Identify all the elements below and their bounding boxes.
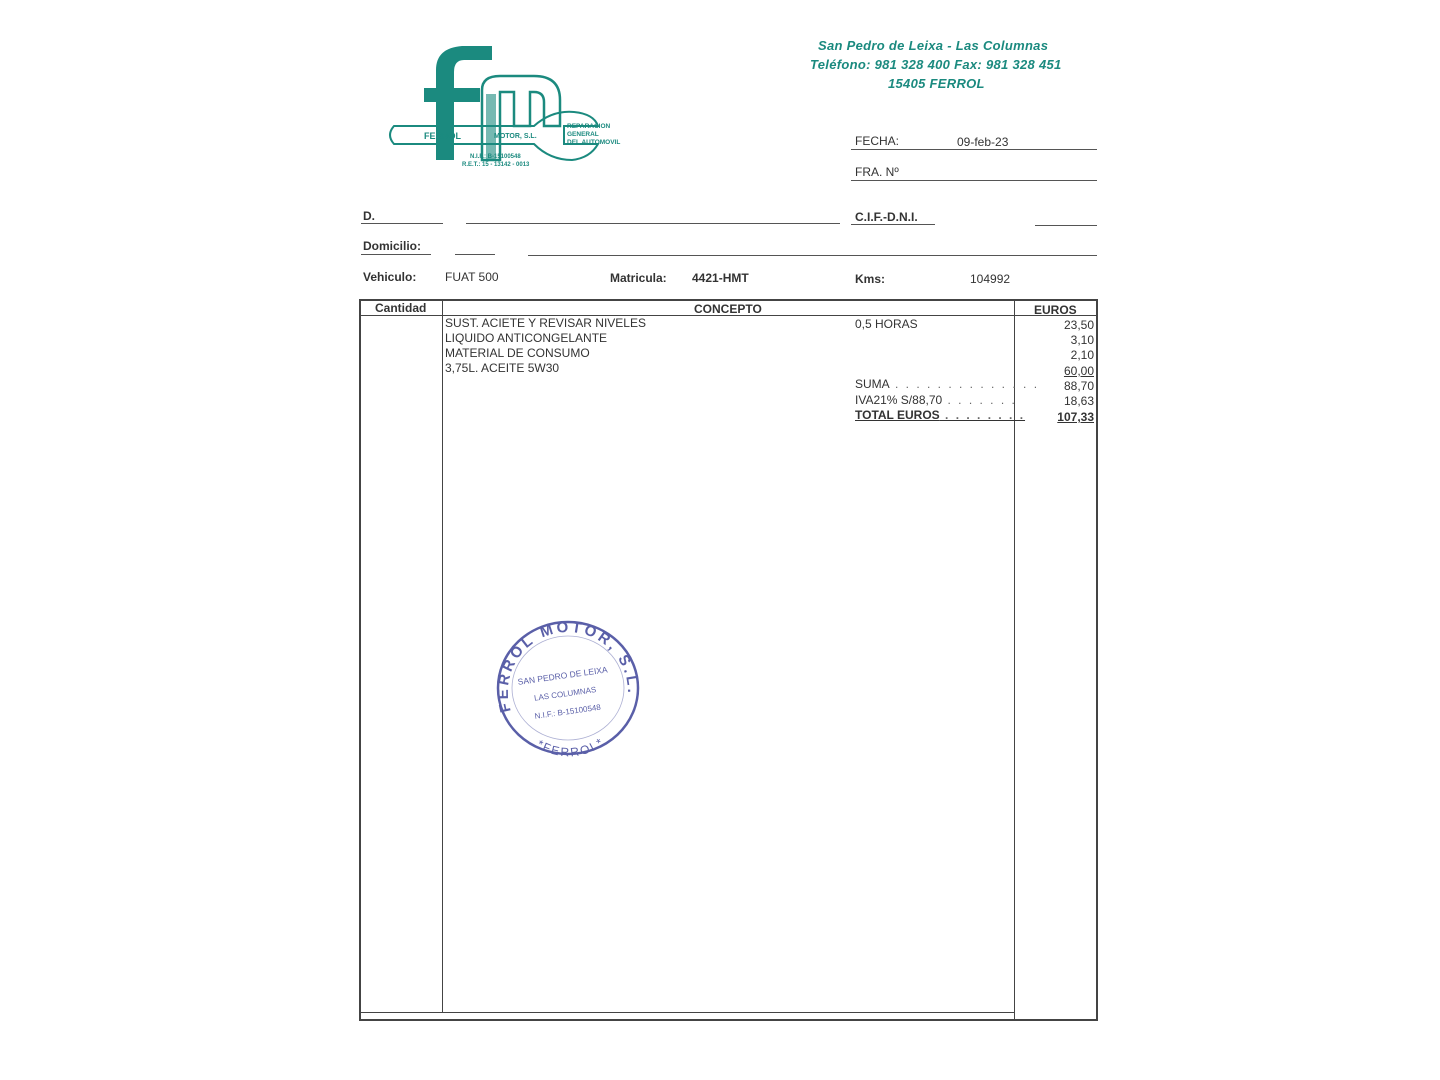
matricula-label: Matricula: [610,271,667,285]
logo-left-text: FERROL [424,131,461,141]
domicilio-rule-3 [528,255,1097,256]
company-phone-fax: Teléfono: 981 328 400 Fax: 981 328 451 [810,57,1062,72]
company-city: 15405 FERROL [888,76,985,91]
domicilio-rule-1 [361,254,431,255]
item-1-concepto: SUST. ACIETE Y REVISAR NIVELES [445,316,646,330]
item-4-euros: 60,00 [1063,364,1094,378]
stamp-line-3: N.I.F.: B-15100548 [534,702,602,721]
item-2-concepto: LIQUIDO ANTICONGELANTE [445,331,608,345]
kms-value: 104992 [970,272,1011,286]
col-concepto-header: CONCEPTO [694,302,762,316]
col-cantidad-header: Cantidad [375,301,427,315]
total-line: TOTAL EUROS . . . . . . . . [855,408,1026,422]
stamp-line-2: LAS COLUMNAS [533,685,597,703]
d-rule-2 [466,223,840,224]
company-address: San Pedro de Leixa - Las Columnas [818,38,1049,53]
fecha-value: 09-feb-23 [957,135,1009,149]
logo-tagline-3: DEL AUTOMOVIL [567,139,621,146]
d-rule-1 [361,223,443,224]
kms-label: Kms: [855,272,886,286]
item-3-concepto: MATERIAL DE CONSUMO [445,346,590,360]
vehiculo-label: Vehiculo: [363,270,417,284]
cif-label: C.I.F.-D.N.I. [855,210,918,224]
item-1-euros: 23,50 [1063,318,1094,332]
domicilio-rule-2 [455,254,495,255]
svg-text:FERROL MOTOR, S.L. [495,619,641,714]
stamp-bottom-text: *FERROL* [534,734,608,760]
cif-rule-1 [851,224,935,225]
item-1-detalle: 0,5 HORAS [855,317,918,331]
svg-text:*FERROL* [534,734,607,759]
domicilio-label: Domicilio: [363,239,422,253]
fra-label: FRA. Nº [855,165,899,179]
total-label: TOTAL EUROS [855,408,940,422]
fra-rule [851,180,1097,181]
company-logo [384,40,644,175]
d-label: D. [363,209,375,223]
stamp-ring-text: FERROL MOTOR, S.L. [494,618,641,715]
suma-value: 88,70 [1063,379,1094,393]
vehiculo-value: FUAT 500 [445,270,499,284]
logo-nif: N.I.F.: B-15100548 [470,154,521,160]
item-2-euros: 3,10 [1070,333,1094,347]
logo-ret: R.E.T.: 15 - 13142 - 0013 [462,162,530,168]
logo-right-text: MOTOR, S.L. [494,133,537,140]
item-4-concepto: 3,75L. ACEITE 5W30 [445,361,560,375]
stamp-line-1: SAN PEDRO DE LEIXA [516,664,609,687]
item-3-euros: 2,10 [1070,348,1094,362]
col-euros-header: EUROS [1034,303,1077,317]
suma-line: SUMA . . . . . . . . . . . . . . [855,377,1040,391]
table-col-divider-1 [442,300,443,1013]
total-value: 107,33 [1057,410,1094,424]
iva-value: 18,63 [1063,394,1094,408]
matricula-value: 4421-HMT [692,271,749,285]
company-stamp [493,616,643,761]
iva-line: IVA21% S/88,70 . . . . . . . [855,393,1017,407]
iva-label: IVA21% S/88,70 [855,393,943,407]
fecha-rule [851,149,1097,150]
fecha-label: FECHA: [855,134,900,148]
logo-tagline-1: REPARACION [567,123,611,130]
suma-label: SUMA [855,377,890,391]
logo-tagline-2: GENERAL [567,131,599,138]
cif-rule-2 [1035,225,1097,226]
table-bottom-rule [361,1012,1015,1013]
